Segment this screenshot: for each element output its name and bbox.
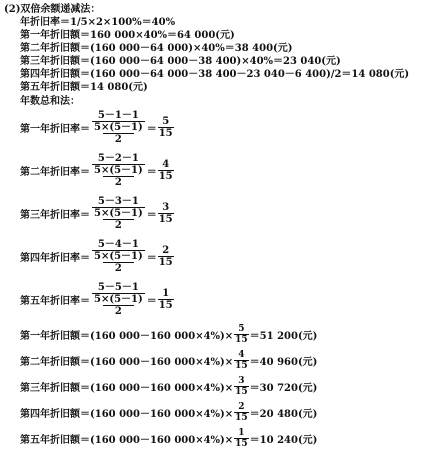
ddb-year-1: 第一年折旧额＝160 000×40%＝64 000(元) [20, 30, 235, 41]
rate-denominator-top: 5×(5－1) [94, 251, 143, 262]
amount-label: 第二年折旧额＝(160 000－160 000×4%)× [20, 357, 234, 368]
rate-equals: ＝ [146, 124, 157, 135]
rate-result: 2 15 [158, 245, 173, 268]
ddb-year-3: 第三年折旧额＝(160 000－64 000－38 400)×40%＝23 040(元) [20, 56, 341, 67]
amount-fraction: $\frac{1}{15}$ [235, 428, 248, 449]
rate-row [20, 110, 175, 145]
rate-numerator: 5－4－1 [97, 239, 139, 250]
rate-denominator-bottom: 2 [114, 134, 122, 145]
rate-equals: ＝ [146, 296, 157, 307]
heading: (2)双倍余额递减法： [4, 4, 101, 15]
rate-denominator-bottom: 2 [114, 177, 122, 188]
rate-label: 第四年折旧率＝ [20, 253, 90, 264]
amount-label: 第三年折旧额＝(160 000－160 000×4%)× [20, 383, 234, 394]
rate-equals: ＝ [146, 210, 157, 221]
rate-row [20, 153, 175, 188]
rate-equals: ＝ [146, 167, 157, 178]
amount-row [20, 402, 317, 423]
amount-row [20, 324, 317, 345]
rate-denominator-top: 5×(5－1) [94, 165, 143, 176]
ddb-year-5: 第五年折旧额＝14 080(元) [20, 82, 148, 93]
ddb-year-4: 第四年折旧额＝(160 000－64 000－38 400－23 040－6 400)/2＝14 080(元) [20, 69, 410, 80]
rate-fraction [92, 153, 145, 188]
rate-row [20, 196, 175, 231]
amount-result: ＝10 240(元) [249, 435, 318, 446]
amount-result: ＝51 200(元) [249, 331, 318, 342]
amount-result: ＝20 480(元) [249, 409, 318, 420]
rate-label: 第三年折旧率＝ [20, 210, 90, 221]
rate-denominator-bottom: 2 [114, 263, 122, 274]
amount-row [20, 350, 317, 371]
rate-denominator-top: 5×(5－1) [94, 122, 143, 133]
amount-result: ＝40 960(元) [249, 357, 318, 368]
rate-numerator: 5－3－1 [97, 196, 139, 207]
rate-fraction [92, 282, 145, 317]
rate-row [20, 239, 175, 274]
amount-row [20, 376, 317, 397]
amount-result: ＝30 720(元) [249, 383, 318, 394]
rate-denominator-bottom: 2 [114, 306, 122, 317]
rate-label: 第一年折旧率＝ [20, 124, 90, 135]
rate-equals: ＝ [146, 253, 157, 264]
rate-label: 第二年折旧率＝ [20, 167, 90, 178]
rate-fraction [92, 110, 145, 145]
rate-result: 4 15 [158, 159, 173, 182]
rate-denominator-top: 5×(5－1) [94, 208, 143, 219]
ddb-rate: 年折旧率＝1/5×2×100%＝40% [20, 17, 176, 28]
rate-fraction [92, 239, 145, 274]
rate-row [20, 282, 175, 317]
rate-denominator-bottom: 2 [114, 220, 122, 231]
rate-numerator: 5－2－1 [97, 153, 139, 164]
rate-result: 5 15 [158, 116, 173, 139]
amount-row [20, 428, 317, 449]
amount-label: 第一年折旧额＝(160 000－160 000×4%)× [20, 331, 234, 342]
rate-result: 1 15 [158, 288, 173, 311]
amount-label: 第五年折旧额＝(160 000－160 000×4%)× [20, 435, 234, 446]
amount-fraction: $\frac{3}{15}$ [235, 376, 248, 397]
amount-label: 第四年折旧额＝(160 000－160 000×4%)× [20, 409, 234, 420]
rate-numerator: 5－1－1 [97, 110, 139, 121]
amount-fraction: $\frac{4}{15}$ [235, 350, 248, 371]
rate-denominator-top: 5×(5－1) [94, 294, 143, 305]
amount-fraction: $\frac{5}{15}$ [235, 324, 248, 345]
rate-result: 3 15 [158, 202, 173, 225]
rate-fraction [92, 196, 145, 231]
amount-fraction: $\frac{2}{15}$ [235, 402, 248, 423]
rate-numerator: 5－5－1 [97, 282, 139, 293]
syd-heading: 年数总和法： [20, 96, 80, 107]
ddb-year-2: 第二年折旧额＝(160 000－64 000)×40%＝38 400(元) [20, 43, 293, 54]
rate-label: 第五年折旧率＝ [20, 296, 90, 307]
